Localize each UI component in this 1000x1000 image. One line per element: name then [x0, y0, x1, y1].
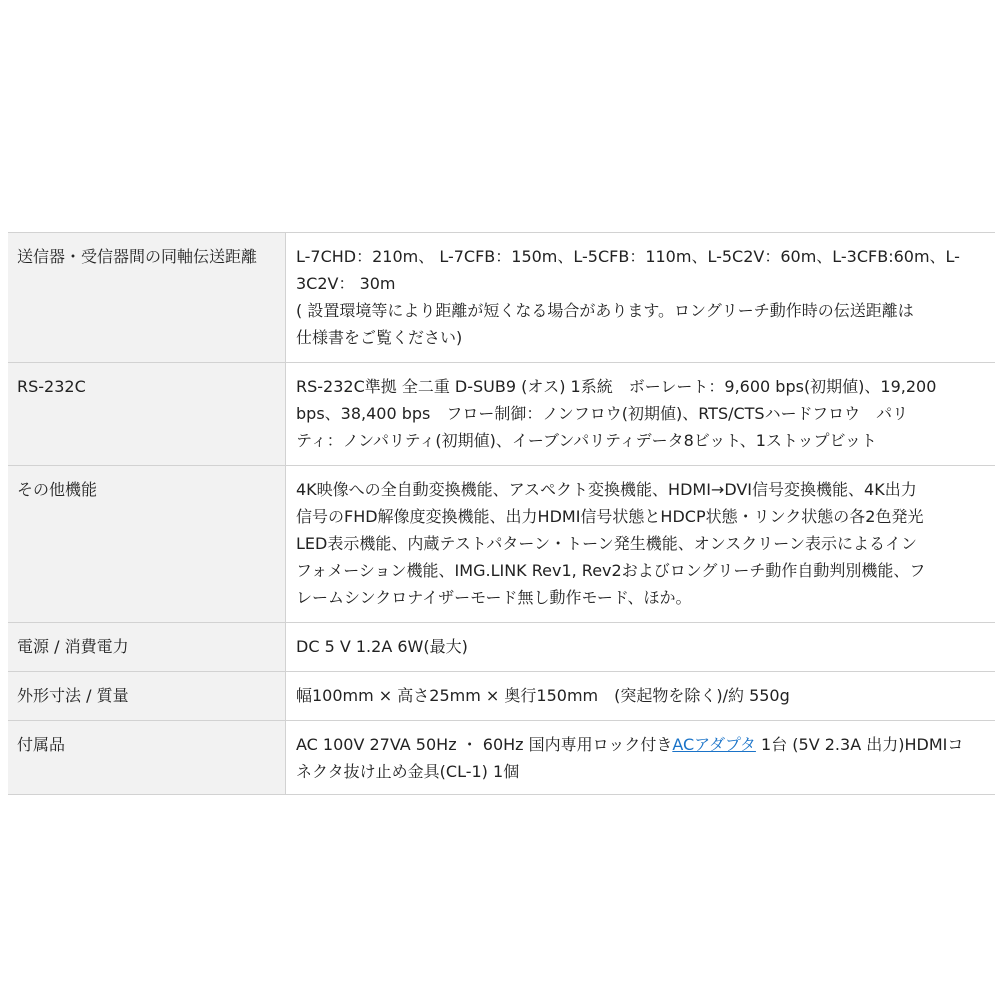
table-row: [8, 466, 995, 623]
row-value: [286, 721, 996, 795]
value-line: 仕様書をご覧ください): [296, 328, 463, 347]
table-row: [8, 233, 995, 363]
row-value: [286, 672, 996, 721]
value-line: 信号のFHD解像度変換機能、出力HDMI信号状態とHDCP状態・リンク状態の各2色発光: [296, 507, 924, 526]
value-line: RS-232C準拠 全二重 D-SUB9 (オス) 1系統 ボーレート：9,600 bps(初期値)、19,200: [296, 377, 937, 396]
row-label: 付属品: [8, 721, 286, 795]
value-line: ( 設置環境等により距離が短くなる場合があります。ロングリーチ動作時の伝送距離は: [296, 301, 914, 320]
value-line: bps、38,400 bps フロー制御：ノンフロウ(初期値)、RTS/CTSハードフロウ パリ: [296, 404, 909, 423]
row-value: [286, 363, 996, 466]
table-row: [8, 672, 995, 721]
value-text: AC 100V 27VA 50Hz ・ 60Hz 国内専用ロック付き: [296, 735, 673, 754]
table-row: [8, 721, 995, 795]
value-line: 3C2V： 30m: [296, 274, 396, 293]
table-row: [8, 623, 995, 672]
value-line: レームシンクロナイザーモード無し動作モード、ほか。: [296, 588, 692, 607]
table-row: [8, 363, 995, 466]
value-line: ネクタ抜け止め金具(CL-1) 1個: [296, 762, 520, 781]
value-line: L-7CHD：210m、 L-7CFB：150m、L-5CFB：110m、L-5C2V：60m、L-3CFB:60m、L-: [296, 247, 960, 266]
value-line: フォメーション機能、IMG.LINK Rev1, Rev2およびロングリーチ動作自動判別機能、フ: [296, 561, 926, 580]
row-value: [286, 466, 996, 623]
value-text: 1台 (5V 2.3A 出力)HDMIコ: [755, 735, 964, 754]
row-value: [286, 233, 996, 363]
row-label: 送信器・受信器間の同軸伝送距離: [8, 233, 286, 363]
row-label: 外形寸法 / 質量: [8, 672, 286, 721]
value-line: 4K映像への全自動変換機能、アスペクト変換機能、HDMI→DVI信号変換機能、4K出力: [296, 480, 917, 499]
ac-adapter-link[interactable]: ACアダプタ: [672, 735, 756, 754]
value-line: LED表示機能、内蔵テストパターン・トーン発生機能、オンスクリーン表示によるイン: [296, 534, 917, 553]
value-line: DC 5 V 1.2A 6W(最大): [296, 637, 468, 656]
row-label: その他機能: [8, 466, 286, 623]
row-label: RS-232C: [8, 363, 286, 466]
spec-table: [8, 232, 995, 795]
row-label: 電源 / 消費電力: [8, 623, 286, 672]
row-value: [286, 623, 996, 672]
value-line: ティ：ノンパリティ(初期値)、イーブンパリティデータ8ビット、1ストップビット: [296, 431, 877, 450]
value-line: 幅100mm × 高さ25mm × 奥行150mm (突起物を除く)/約 550g: [296, 686, 790, 705]
